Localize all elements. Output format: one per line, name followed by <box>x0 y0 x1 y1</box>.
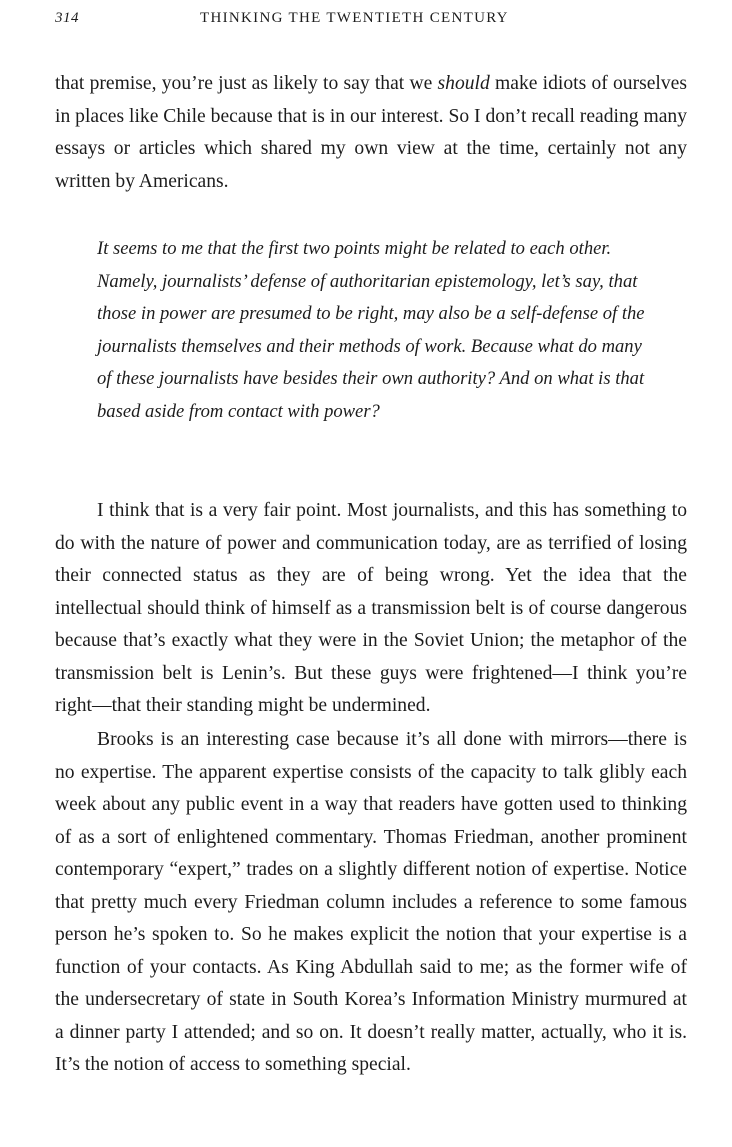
paragraph-answer-1: I think that is a very fair point. Most journalists, and this has something to do with the nature of power and communication today, are as terrified of losing their connected status as they are of being wrong. Yet the idea that the intellectual should think of himself as a transmission belt is of course dangerous because that’s exactly what they were in the Soviet Union; the metaphor of the transmission belt is Lenin’s. But these guys were frightened—I think you’re right—that their standing might be undermined. <box>55 500 687 716</box>
running-title: THINKING THE TWENTIETH CENTURY <box>200 10 509 26</box>
p1-emphasis: should <box>437 73 490 94</box>
book-page <box>55 0 687 1075</box>
p1-text-after: make idiots of ourselves in places like Chile because that is in our interest. So I don’t recall reading many essays or articles which shared my own view at the time, certainly not any written by Americans. <box>55 73 687 192</box>
paragraph-answer-continuation <box>55 68 687 198</box>
paragraph-answer-2: Brooks is an interesting case because it’s all done with mirrors—there is no expertise. The apparent expertise consists of the capacity to talk glibly each week about any public event in a way that readers have gotten used to thinking of as a sort of enlightened commentary. Thomas Friedman, another prominent contemporary “expert,” trades on a slightly different notion of expertise. Notice that pretty much every Friedman column includes a reference to some famous person he’s spoken to. So he makes explicit the notion that your expertise is a function of your contacts. As King Abdullah said to me; as the former wife of the undersecretary of state in South Korea’s Information Ministry murmured at a dinner party I attended; and so on. It doesn’t really matter, actually, who it is. It’s the notion of access to something special. <box>55 729 687 1075</box>
interviewer-question: It seems to me that the first two points might be related to each other. Namely, journalists’ defense of authoritarian epistemology, let’s say, that those in power are presumed to be right, may also be a self-defense of the journalists themselves and their methods of work. Because what do many of these journalists have besides their own authority? And on what is that based aside from contact with power? <box>97 238 645 422</box>
page-number: 314 <box>55 10 79 26</box>
p1-text-before: that premise, you’re just as likely to say that we <box>55 73 438 94</box>
running-head <box>55 0 687 40</box>
